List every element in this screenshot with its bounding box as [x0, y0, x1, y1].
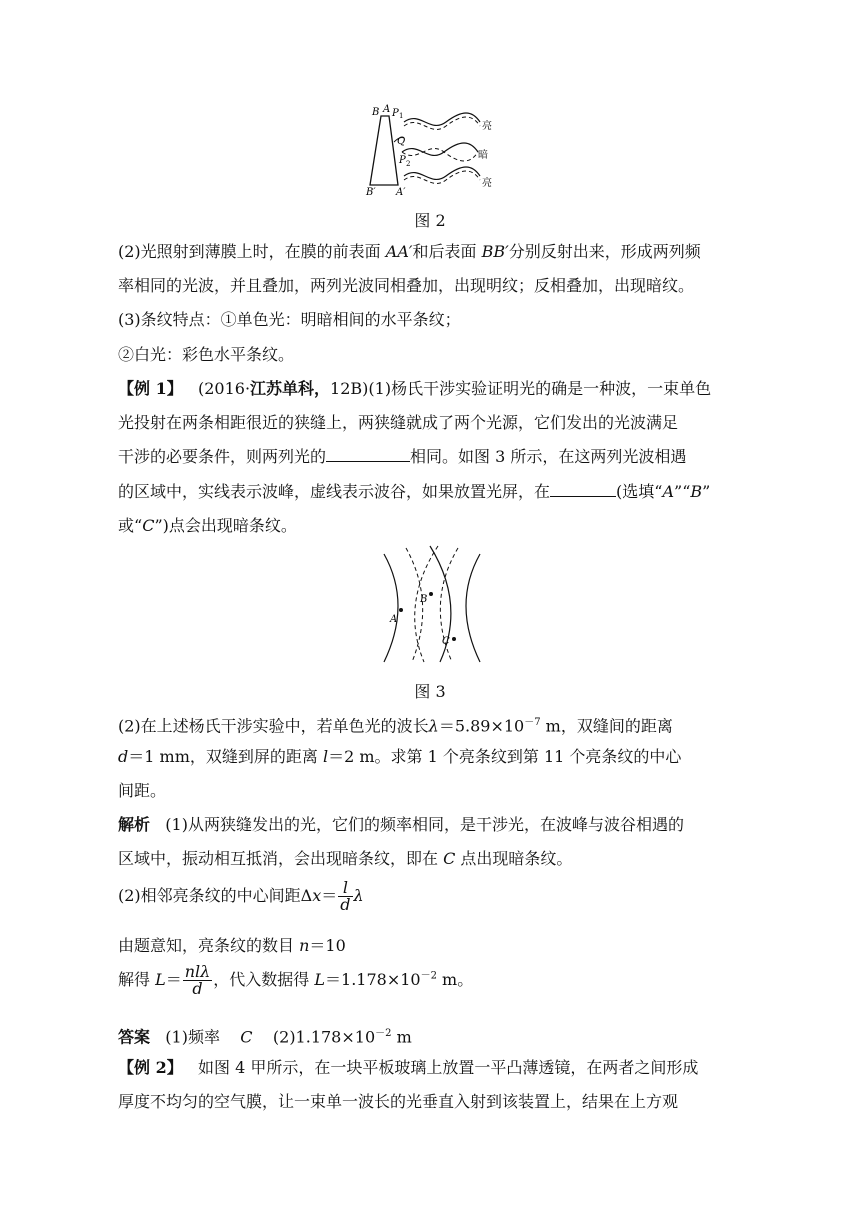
example-1-line-5: 或“C”)点会出现暗条纹。: [118, 516, 297, 535]
label-C: C: [442, 636, 450, 647]
label-A-prime: A′: [396, 187, 406, 196]
example-2-tag: 【例 2】: [118, 1058, 183, 1077]
question-2-line-1: (2)在上述杨氏干涉实验中，若单色光的波长$\lambda=5.89\times 10^{-7}$ m，双缝间的距离: [118, 716, 673, 736]
example-2-line-2: 厚度不均匀的空气膜，让一束单一波长的光垂直入射到该装置上，结果在上方观: [118, 1092, 679, 1111]
question-2-line-3: 间距。: [118, 781, 167, 800]
figure-3-caption: 图 3: [414, 682, 446, 701]
label-P1-sub: 1: [399, 112, 404, 120]
label-P2-sub: 2: [406, 160, 411, 168]
answer-tag: 答案: [118, 1027, 151, 1047]
label-A: A: [383, 104, 391, 115]
answer-line: 答案 (1)频率 C $(2)1.178\times 10^{-2}$ m: [118, 1027, 412, 1047]
paragraph-2-line-1: (2)光照射到薄膜上时，在膜的前表面 AA′和后表面 BB′分别反射出来，形成两列频: [118, 242, 701, 261]
example-1-tag: 【例 1】: [118, 379, 183, 398]
example-1-line-2: 光投射在两条相距很近的狭缝上，两狭缝就成了两个光源，它们发出的光波满足: [118, 413, 679, 432]
point-C: [452, 637, 456, 641]
trough-left-1: [406, 548, 423, 662]
label-bright-2: 亮: [482, 178, 492, 189]
crest-right-1: [466, 554, 480, 662]
label-B: B: [420, 594, 428, 605]
solution-line-1: 解析 (1)从两狭缝发出的光，它们的频率相同，是干涉光，在波峰与波谷相遇的: [118, 815, 684, 834]
label-Q: Q: [397, 136, 406, 147]
figure-3-wavefront-diagram: [370, 544, 490, 664]
reflected-wave-solid-2: [402, 143, 478, 155]
point-A: [399, 608, 403, 612]
label-A: A: [390, 614, 398, 625]
label-dark: 暗: [478, 150, 488, 161]
solution-formula-spacing: (2)相邻亮条纹的中心间距Δx＝ $\frac{l}{d}$ λ: [118, 878, 364, 914]
example-2-line-1: 【例 2】 如图 4 甲所示，在一块平板玻璃上放置一平凸薄透镜，在两者之间形成: [118, 1058, 699, 1077]
solution-result: 解得 L＝ $\frac{\text{nlλ}}{d}$ ，代入数据得 $L=1.178\times 10^{-2}$ m。: [118, 962, 474, 998]
label-B-prime: B′: [366, 187, 376, 196]
paragraph-2-line-2: 率相同的光波，并且叠加，两列光波同相叠加，出现明纹；反相叠加，出现暗纹。: [118, 276, 695, 295]
label-P2: P: [399, 155, 406, 166]
crest-left-1: [384, 554, 398, 662]
reflected-wave-solid-3: [404, 167, 480, 179]
reflected-wave-solid-1: [404, 113, 480, 125]
answer-blank-1[interactable]: [326, 447, 410, 462]
label-P1: P: [392, 108, 399, 119]
film-wedge: [370, 116, 398, 185]
paragraph-3-line-1: (3)条纹特点：①单色光：明暗相间的水平条纹；: [118, 310, 461, 329]
paragraph-3-line-2: ②白光：彩色水平条纹。: [118, 345, 295, 364]
example-1-line-1: 【例 1】 (2016·江苏单科，12B)(1)杨氏干涉实验证明光的确是一种波，一束单色: [118, 379, 712, 398]
figure-2-thin-film-diagram: [360, 100, 500, 196]
label-B: B: [372, 107, 380, 118]
fraction-nl-lambda-over-d: $\frac{\text{nlλ}}{d}$: [184, 962, 211, 998]
solution-line-2: 区域中，振动相互抵消，会出现暗条纹，即在 C 点出现暗条纹。: [118, 849, 573, 868]
figure-2-caption: 图 2: [414, 211, 446, 230]
solution-line-count: 由题意知，亮条纹的数目 n＝10: [118, 936, 346, 955]
solution-tag: 解析: [118, 815, 151, 834]
example-1-line-4: 的区域中，实线表示波峰，虚线表示波谷，如果放置光屏，在 (选填“A”“B”: [118, 482, 711, 501]
example-1-line-3: 干涉的必要条件，则两列光的 相同。如图 3 所示，在这两列光波相遇: [118, 447, 687, 466]
point-B: [429, 592, 433, 596]
question-2-line-2: d＝1 mm，双缝到屏的距离 l＝2 m。求第 1 个亮条纹到第 11 个亮条纹的中心: [118, 747, 682, 766]
answer-blank-2[interactable]: [550, 482, 616, 497]
label-bright-1: 亮: [482, 121, 492, 132]
fraction-l-over-d: $\frac{l}{d}$: [340, 878, 351, 914]
